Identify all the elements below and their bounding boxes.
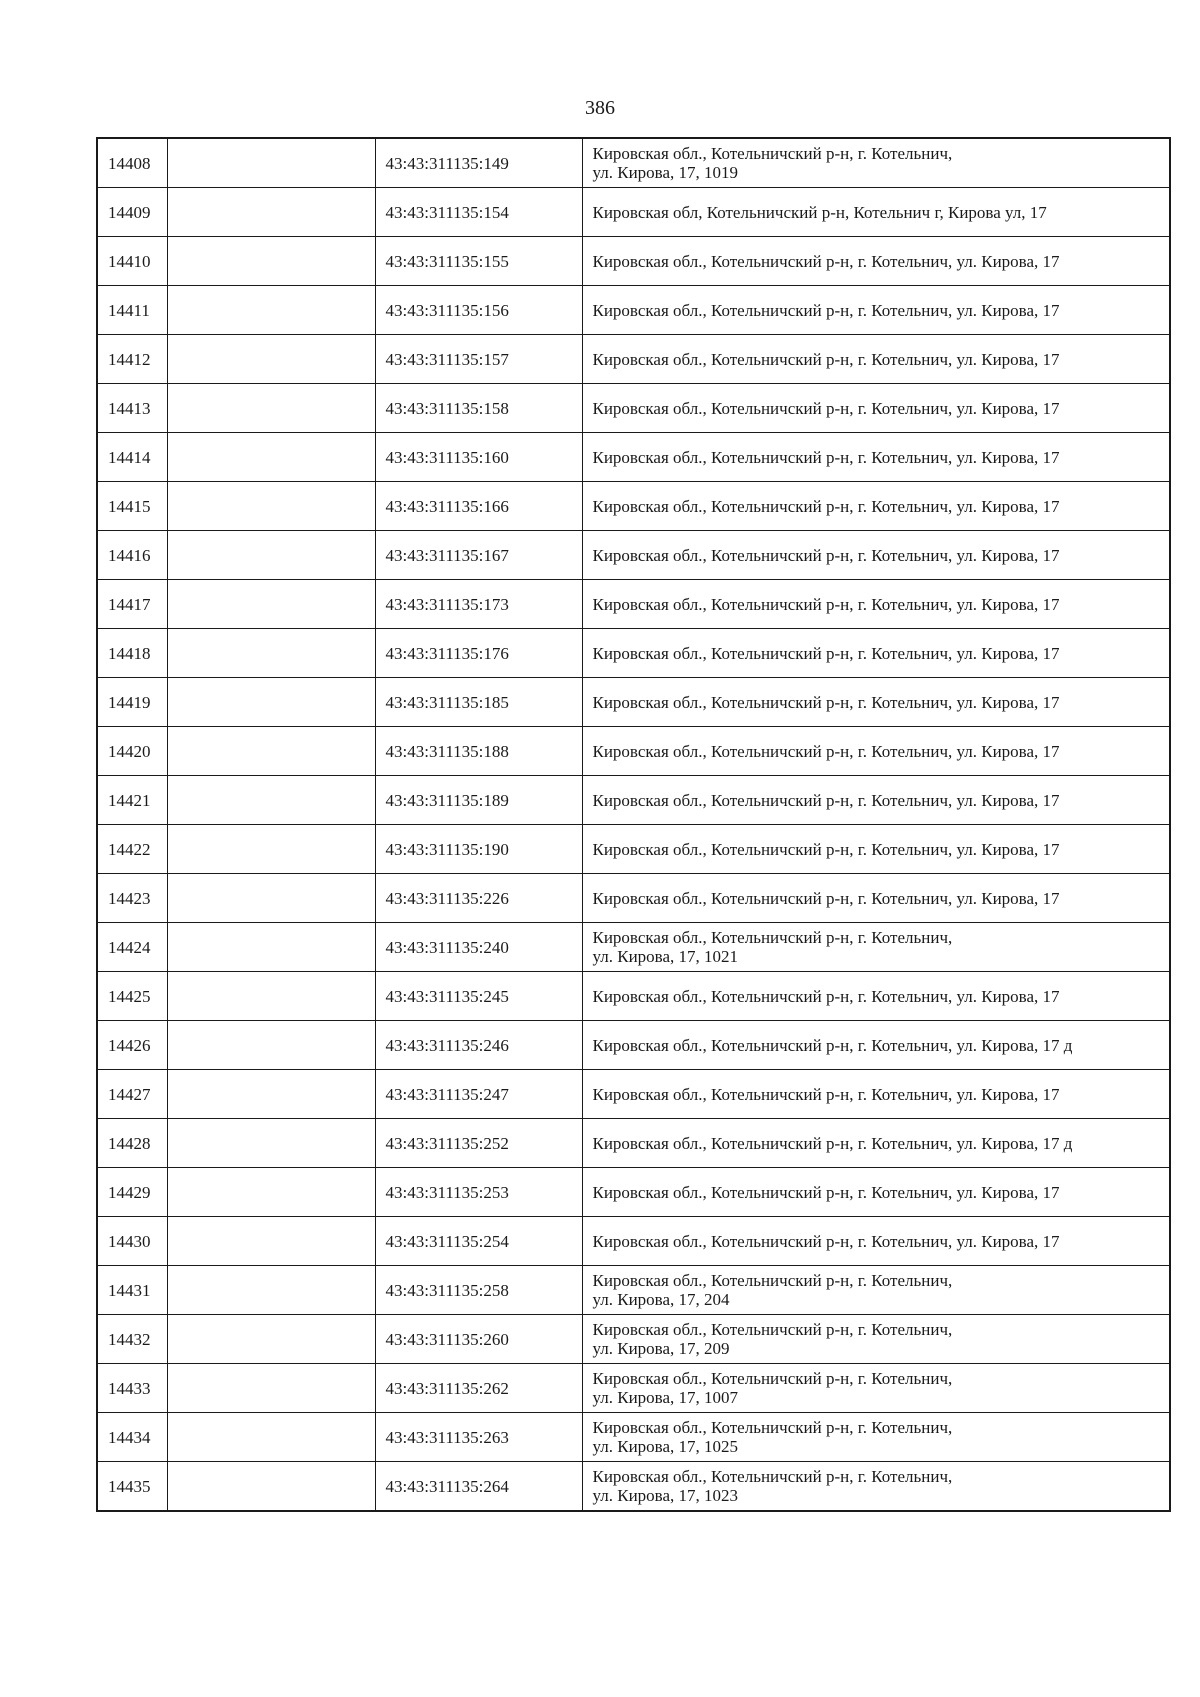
row-number: 14432 (108, 1329, 151, 1349)
address: Кировская обл., Котельничский р-н, г. Котельнич, ул. Кирова, 17 (592, 349, 1060, 369)
row-number-cell (97, 972, 167, 1021)
cadastral-number: 43:43:311135:166 (385, 496, 509, 516)
address-cell (582, 335, 1170, 384)
address: Кировская обл., Котельничский р-н, г. Котельнич, ул. Кирова, 17, 1023 (592, 1467, 953, 1505)
row-note-cell (167, 727, 375, 776)
cadastral-number: 43:43:311135:260 (385, 1329, 509, 1349)
row-number-cell (97, 1070, 167, 1119)
row-number: 14424 (108, 937, 151, 957)
table-row (97, 678, 1170, 727)
address-cell (582, 1413, 1170, 1462)
address: Кировская обл., Котельничский р-н, г. Котельнич, ул. Кирова, 17 (592, 839, 1060, 859)
row-note-cell (167, 1119, 375, 1168)
row-number-cell (97, 1315, 167, 1364)
address-cell (582, 972, 1170, 1021)
address-cell (582, 825, 1170, 874)
row-number-cell (97, 1364, 167, 1413)
cadastral-number: 43:43:311135:154 (385, 202, 509, 222)
address-cell (582, 727, 1170, 776)
row-number-cell (97, 531, 167, 580)
cadastral-number: 43:43:311135:246 (385, 1035, 509, 1055)
table-row (97, 727, 1170, 776)
row-number-cell (97, 384, 167, 433)
cadastral-number-cell (375, 972, 582, 1021)
address-cell (582, 1217, 1170, 1266)
cadastral-number-cell (375, 580, 582, 629)
row-note-cell (167, 874, 375, 923)
row-number: 14422 (108, 839, 151, 859)
row-number: 14414 (108, 447, 151, 467)
address-cell (582, 1315, 1170, 1364)
cadastral-number: 43:43:311135:226 (385, 888, 509, 908)
address-cell (582, 1462, 1170, 1512)
cadastral-number: 43:43:311135:258 (385, 1280, 509, 1300)
address: Кировская обл., Котельничский р-н, г. Котельнич, ул. Кирова, 17 (592, 643, 1060, 663)
cadastral-number: 43:43:311135:176 (385, 643, 509, 663)
address: Кировская обл., Котельничский р-н, г. Котельнич, ул. Кирова, 17, 1007 (592, 1369, 953, 1407)
address-cell (582, 678, 1170, 727)
address-cell (582, 286, 1170, 335)
cadastral-number: 43:43:311135:185 (385, 692, 509, 712)
cadastral-number: 43:43:311135:188 (385, 741, 509, 761)
cadastral-number: 43:43:311135:263 (385, 1427, 509, 1447)
address: Кировская обл., Котельничский р-н, г. Котельнич, ул. Кирова, 17, 1021 (592, 928, 953, 966)
table-row (97, 776, 1170, 825)
row-number-cell (97, 580, 167, 629)
address-cell (582, 188, 1170, 237)
address: Кировская обл., Котельничский р-н, г. Котельнич, ул. Кирова, 17 (592, 692, 1060, 712)
address-cell (582, 874, 1170, 923)
table-row (97, 1168, 1170, 1217)
row-note-cell (167, 1266, 375, 1315)
table-row (97, 237, 1170, 286)
row-number: 14426 (108, 1035, 151, 1055)
row-number-cell (97, 433, 167, 482)
row-number: 14415 (108, 496, 151, 516)
row-number-cell (97, 1021, 167, 1070)
row-note-cell (167, 237, 375, 286)
row-number: 14428 (108, 1133, 151, 1153)
cadastral-number-cell (375, 776, 582, 825)
cadastral-number: 43:43:311135:254 (385, 1231, 509, 1251)
address-cell (582, 384, 1170, 433)
row-number-cell (97, 1168, 167, 1217)
row-number-cell (97, 1266, 167, 1315)
address-cell (582, 1168, 1170, 1217)
address: Кировская обл., Котельничский р-н, г. Котельнич, ул. Кирова, 17 (592, 790, 1060, 810)
registry-table-body (97, 138, 1170, 1511)
registry-table (96, 137, 1171, 1512)
row-number-cell (97, 825, 167, 874)
row-note-cell (167, 482, 375, 531)
row-number: 14408 (108, 153, 151, 173)
row-number: 14433 (108, 1378, 151, 1398)
address: Кировская обл., Котельничский р-н, г. Котельнич, ул. Кирова, 17 (592, 251, 1060, 271)
address: Кировская обл., Котельничский р-н, г. Котельнич, ул. Кирова, 17 (592, 398, 1060, 418)
cadastral-number: 43:43:311135:264 (385, 1476, 509, 1496)
cadastral-number: 43:43:311135:167 (385, 545, 509, 565)
table-row (97, 1462, 1170, 1512)
address-cell (582, 776, 1170, 825)
cadastral-number-cell (375, 1364, 582, 1413)
address-cell (582, 1070, 1170, 1119)
cadastral-number: 43:43:311135:157 (385, 349, 509, 369)
page-number: 386 (585, 97, 615, 119)
address: Кировская обл., Котельничский р-н, г. Котельнич, ул. Кирова, 17 д (592, 1035, 1073, 1055)
table-row (97, 433, 1170, 482)
row-note-cell (167, 1070, 375, 1119)
row-number: 14412 (108, 349, 151, 369)
cadastral-number: 43:43:311135:155 (385, 251, 509, 271)
row-note-cell (167, 923, 375, 972)
row-note-cell (167, 1413, 375, 1462)
table-row (97, 384, 1170, 433)
address: Кировская обл., Котельничский р-н, г. Котельнич, ул. Кирова, 17, 1019 (592, 144, 953, 182)
cadastral-number-cell (375, 1315, 582, 1364)
cadastral-number: 43:43:311135:173 (385, 594, 509, 614)
row-note-cell (167, 629, 375, 678)
row-number: 14413 (108, 398, 151, 418)
row-note-cell (167, 433, 375, 482)
table-row (97, 531, 1170, 580)
cadastral-number: 43:43:311135:245 (385, 986, 509, 1006)
table-row (97, 1413, 1170, 1462)
table-row (97, 972, 1170, 1021)
row-number-cell (97, 335, 167, 384)
row-number-cell (97, 188, 167, 237)
cadastral-number-cell (375, 1070, 582, 1119)
cadastral-number-cell (375, 384, 582, 433)
row-number: 14434 (108, 1427, 151, 1447)
row-number: 14430 (108, 1231, 151, 1251)
row-number-cell (97, 1462, 167, 1512)
table-row (97, 1119, 1170, 1168)
address-cell (582, 629, 1170, 678)
row-number: 14418 (108, 643, 151, 663)
row-number-cell (97, 482, 167, 531)
address: Кировская обл., Котельничский р-н, г. Котельнич, ул. Кирова, 17 (592, 496, 1060, 516)
row-note-cell (167, 1364, 375, 1413)
table-row (97, 1021, 1170, 1070)
cadastral-number-cell (375, 237, 582, 286)
address: Кировская обл., Котельничский р-н, г. Котельнич, ул. Кирова, 17, 209 (592, 1320, 953, 1358)
address: Кировская обл., Котельничский р-н, г. Котельнич, ул. Кирова, 17, 1025 (592, 1418, 953, 1456)
address: Кировская обл., Котельничский р-н, г. Котельнич, ул. Кирова, 17 д (592, 1133, 1073, 1153)
address: Кировская обл., Котельничский р-н, г. Котельнич, ул. Кирова, 17 (592, 1231, 1060, 1251)
row-number: 14410 (108, 251, 151, 271)
row-note-cell (167, 1462, 375, 1512)
row-note-cell (167, 1315, 375, 1364)
row-note-cell (167, 138, 375, 188)
row-number-cell (97, 727, 167, 776)
address: Кировская обл., Котельничский р-н, г. Котельнич, ул. Кирова, 17 (592, 888, 1060, 908)
table-row (97, 138, 1170, 188)
address: Кировская обл., Котельничский р-н, г. Котельнич, ул. Кирова, 17 (592, 545, 1060, 565)
row-number: 14419 (108, 692, 151, 712)
cadastral-number-cell (375, 1119, 582, 1168)
table-row (97, 825, 1170, 874)
cadastral-number-cell (375, 1266, 582, 1315)
address: Кировская обл., Котельничский р-н, г. Котельнич, ул. Кирова, 17, 204 (592, 1271, 953, 1309)
row-number: 14429 (108, 1182, 151, 1202)
table-row (97, 1315, 1170, 1364)
row-note-cell (167, 825, 375, 874)
cadastral-number-cell (375, 286, 582, 335)
row-note-cell (167, 776, 375, 825)
address-cell (582, 923, 1170, 972)
table-row (97, 1217, 1170, 1266)
row-number: 14420 (108, 741, 151, 761)
table-row (97, 1364, 1170, 1413)
row-number-cell (97, 237, 167, 286)
cadastral-number: 43:43:311135:252 (385, 1133, 509, 1153)
row-note-cell (167, 1021, 375, 1070)
cadastral-number-cell (375, 1168, 582, 1217)
row-number-cell (97, 286, 167, 335)
address: Кировская обл., Котельничский р-н, г. Котельнич, ул. Кирова, 17 (592, 1084, 1060, 1104)
row-number-cell (97, 138, 167, 188)
cadastral-number-cell (375, 1021, 582, 1070)
row-number-cell (97, 678, 167, 727)
cadastral-number: 43:43:311135:240 (385, 937, 509, 957)
row-note-cell (167, 580, 375, 629)
cadastral-number-cell (375, 188, 582, 237)
cadastral-number: 43:43:311135:190 (385, 839, 509, 859)
address: Кировская обл., Котельничский р-н, г. Котельнич, ул. Кирова, 17 (592, 594, 1060, 614)
row-note-cell (167, 972, 375, 1021)
row-number: 14431 (108, 1280, 151, 1300)
row-note-cell (167, 286, 375, 335)
row-number-cell (97, 776, 167, 825)
cadastral-number: 43:43:311135:262 (385, 1378, 509, 1398)
address-cell (582, 580, 1170, 629)
row-number-cell (97, 923, 167, 972)
cadastral-number-cell (375, 629, 582, 678)
cadastral-number-cell (375, 727, 582, 776)
address-cell (582, 482, 1170, 531)
row-number: 14423 (108, 888, 151, 908)
address-cell (582, 433, 1170, 482)
row-number-cell (97, 1217, 167, 1266)
cadastral-number: 43:43:311135:160 (385, 447, 509, 467)
row-number: 14427 (108, 1084, 151, 1104)
table-row (97, 1070, 1170, 1119)
address: Кировская обл., Котельничский р-н, г. Котельнич, ул. Кирова, 17 (592, 741, 1060, 761)
address-cell (582, 1364, 1170, 1413)
address-cell (582, 1119, 1170, 1168)
cadastral-number-cell (375, 825, 582, 874)
cadastral-number-cell (375, 531, 582, 580)
row-number-cell (97, 1119, 167, 1168)
table-row (97, 580, 1170, 629)
cadastral-number: 43:43:311135:158 (385, 398, 509, 418)
row-note-cell (167, 531, 375, 580)
cadastral-number-cell (375, 138, 582, 188)
row-note-cell (167, 188, 375, 237)
row-number: 14425 (108, 986, 151, 1006)
table-row (97, 874, 1170, 923)
cadastral-number-cell (375, 482, 582, 531)
row-note-cell (167, 678, 375, 727)
row-number: 14411 (108, 300, 150, 320)
row-number: 14409 (108, 202, 151, 222)
table-row (97, 1266, 1170, 1315)
address: Кировская обл, Котельничский р-н, Котельнич г, Кирова ул, 17 (592, 202, 1047, 222)
address: Кировская обл., Котельничский р-н, г. Котельнич, ул. Кирова, 17 (592, 447, 1060, 467)
row-number-cell (97, 1413, 167, 1462)
table-row (97, 335, 1170, 384)
cadastral-number: 43:43:311135:189 (385, 790, 509, 810)
cadastral-number: 43:43:311135:156 (385, 300, 509, 320)
address-cell (582, 1021, 1170, 1070)
cadastral-number-cell (375, 433, 582, 482)
row-number: 14421 (108, 790, 151, 810)
cadastral-number-cell (375, 923, 582, 972)
address: Кировская обл., Котельничский р-н, г. Котельнич, ул. Кирова, 17 (592, 986, 1060, 1006)
address: Кировская обл., Котельничский р-н, г. Котельнич, ул. Кирова, 17 (592, 300, 1060, 320)
row-number-cell (97, 629, 167, 678)
row-number-cell (97, 874, 167, 923)
address-cell (582, 138, 1170, 188)
row-note-cell (167, 335, 375, 384)
row-note-cell (167, 1168, 375, 1217)
cadastral-number-cell (375, 1462, 582, 1512)
row-number: 14417 (108, 594, 151, 614)
address-cell (582, 531, 1170, 580)
table-row (97, 188, 1170, 237)
table-row (97, 923, 1170, 972)
cadastral-number-cell (375, 335, 582, 384)
cadastral-number-cell (375, 678, 582, 727)
cadastral-number-cell (375, 1413, 582, 1462)
cadastral-number: 43:43:311135:247 (385, 1084, 509, 1104)
cadastral-number-cell (375, 874, 582, 923)
row-number: 14435 (108, 1476, 151, 1496)
cadastral-number: 43:43:311135:253 (385, 1182, 509, 1202)
row-number: 14416 (108, 545, 151, 565)
row-note-cell (167, 384, 375, 433)
address-cell (582, 237, 1170, 286)
row-note-cell (167, 1217, 375, 1266)
table-row (97, 629, 1170, 678)
address-cell (582, 1266, 1170, 1315)
address: Кировская обл., Котельничский р-н, г. Котельнич, ул. Кирова, 17 (592, 1182, 1060, 1202)
table-row (97, 286, 1170, 335)
table-row (97, 482, 1170, 531)
cadastral-number: 43:43:311135:149 (385, 153, 509, 173)
cadastral-number-cell (375, 1217, 582, 1266)
